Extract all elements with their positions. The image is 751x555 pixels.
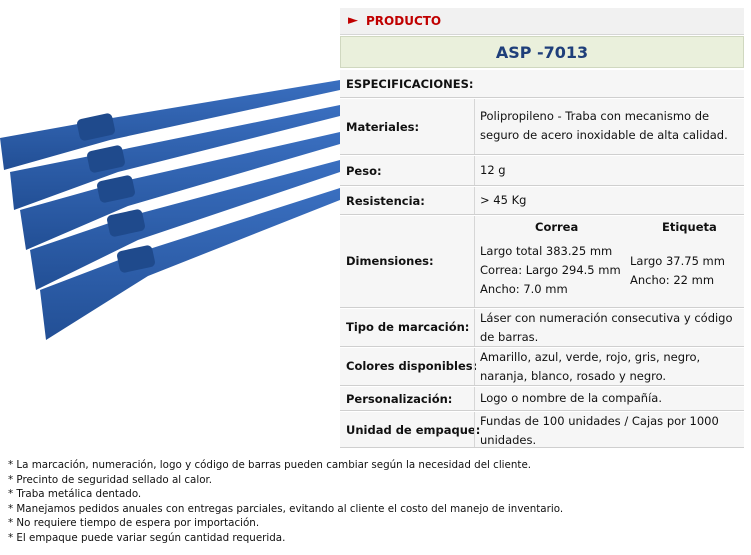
correa-header: Correa — [535, 220, 579, 234]
footnote: * Precinto de seguridad sellado al calor. — [8, 473, 213, 486]
column-divider — [474, 412, 475, 447]
spec-label: Resistencia: — [346, 194, 425, 208]
column-divider — [474, 309, 475, 346]
footnote: * La marcación, numeración, logo y código de barras pueden cambiar según la necesidad del cliente. — [8, 459, 532, 471]
footnote: * No requiere tiempo de espera por importación. — [8, 517, 260, 530]
spec-line: Polipropileno - Traba con mecanismo de — [480, 109, 710, 123]
spec-line: Largo total 383.25 mm — [480, 244, 613, 258]
spec-line: de barras. — [480, 330, 539, 344]
spec-line: Amarillo, azul, verde, rojo, gris, negro, — [480, 350, 701, 364]
spec-label: Personalización: — [346, 392, 453, 406]
product-photo — [0, 60, 340, 360]
column-divider — [474, 156, 475, 185]
spec-line: seguro de acero inoxidable de alta calidad. — [480, 128, 728, 142]
spec-row-resistencia — [340, 187, 744, 215]
spec-line: Largo 37.75 mm — [630, 254, 725, 268]
footnote: * Traba metálica dentado. — [8, 488, 142, 501]
spec-row-materiales — [340, 99, 744, 155]
spec-value — [480, 412, 719, 450]
spec-label: Colores disponibles: — [346, 359, 478, 373]
spec-line: Fundas de 100 unidades / Cajas por 1000 — [480, 414, 719, 428]
spec-value: > 45 Kg — [480, 193, 527, 207]
footnote: * Manejamos pedidos anuales con entregas parciales, evitando al cliente el costo del manejo de inventario. — [8, 502, 564, 515]
spec-line: Láser con numeración consecutiva y código — [480, 311, 733, 325]
spec-row-dimensiones — [340, 216, 744, 308]
product-header — [340, 8, 744, 35]
spec-label: Dimensiones: — [346, 254, 434, 268]
product-section-title: PRODUCTO — [366, 14, 442, 28]
etiqueta-header: Etiqueta — [662, 220, 717, 234]
spec-line: Ancho: 22 mm — [630, 273, 715, 287]
spec-value — [480, 348, 700, 386]
model-code: ASP -7013 — [495, 43, 589, 62]
footnotes — [8, 458, 748, 546]
spec-line: naranja, blanco, rosado y negro. — [480, 369, 667, 383]
etiqueta-values — [630, 252, 725, 290]
column-divider — [474, 187, 475, 214]
spec-value: 12 g — [480, 163, 506, 177]
spec-row-personalizacion — [340, 387, 744, 411]
model-row — [340, 36, 744, 68]
spec-label: Tipo de marcación: — [346, 320, 470, 334]
column-divider — [474, 216, 475, 307]
footnote: * El empaque puede variar según cantidad requerida. — [8, 531, 286, 544]
triangle-right-icon: ► — [348, 13, 358, 28]
specs-title-row — [340, 70, 744, 98]
column-divider — [474, 387, 475, 410]
spec-line: Ancho: 7.0 mm — [480, 282, 568, 296]
spec-label: Peso: — [346, 164, 382, 178]
column-divider — [474, 99, 475, 154]
spec-row-marcacion — [340, 309, 744, 347]
spec-label: Unidad de empaque: — [346, 423, 481, 437]
spec-line: unidades. — [480, 433, 537, 447]
spec-row-empaque — [340, 412, 744, 448]
spec-row-peso — [340, 156, 744, 186]
spec-line: Correa: Largo 294.5 mm — [480, 263, 621, 277]
correa-values — [480, 242, 621, 299]
column-divider — [474, 348, 475, 385]
spec-value: Logo o nombre de la compañía. — [480, 391, 662, 405]
spec-row-colores — [340, 348, 744, 386]
spec-value — [480, 107, 728, 145]
specs-title: ESPECIFICACIONES: — [346, 77, 474, 91]
spec-value — [480, 309, 733, 347]
spec-label: Materiales: — [346, 120, 420, 134]
